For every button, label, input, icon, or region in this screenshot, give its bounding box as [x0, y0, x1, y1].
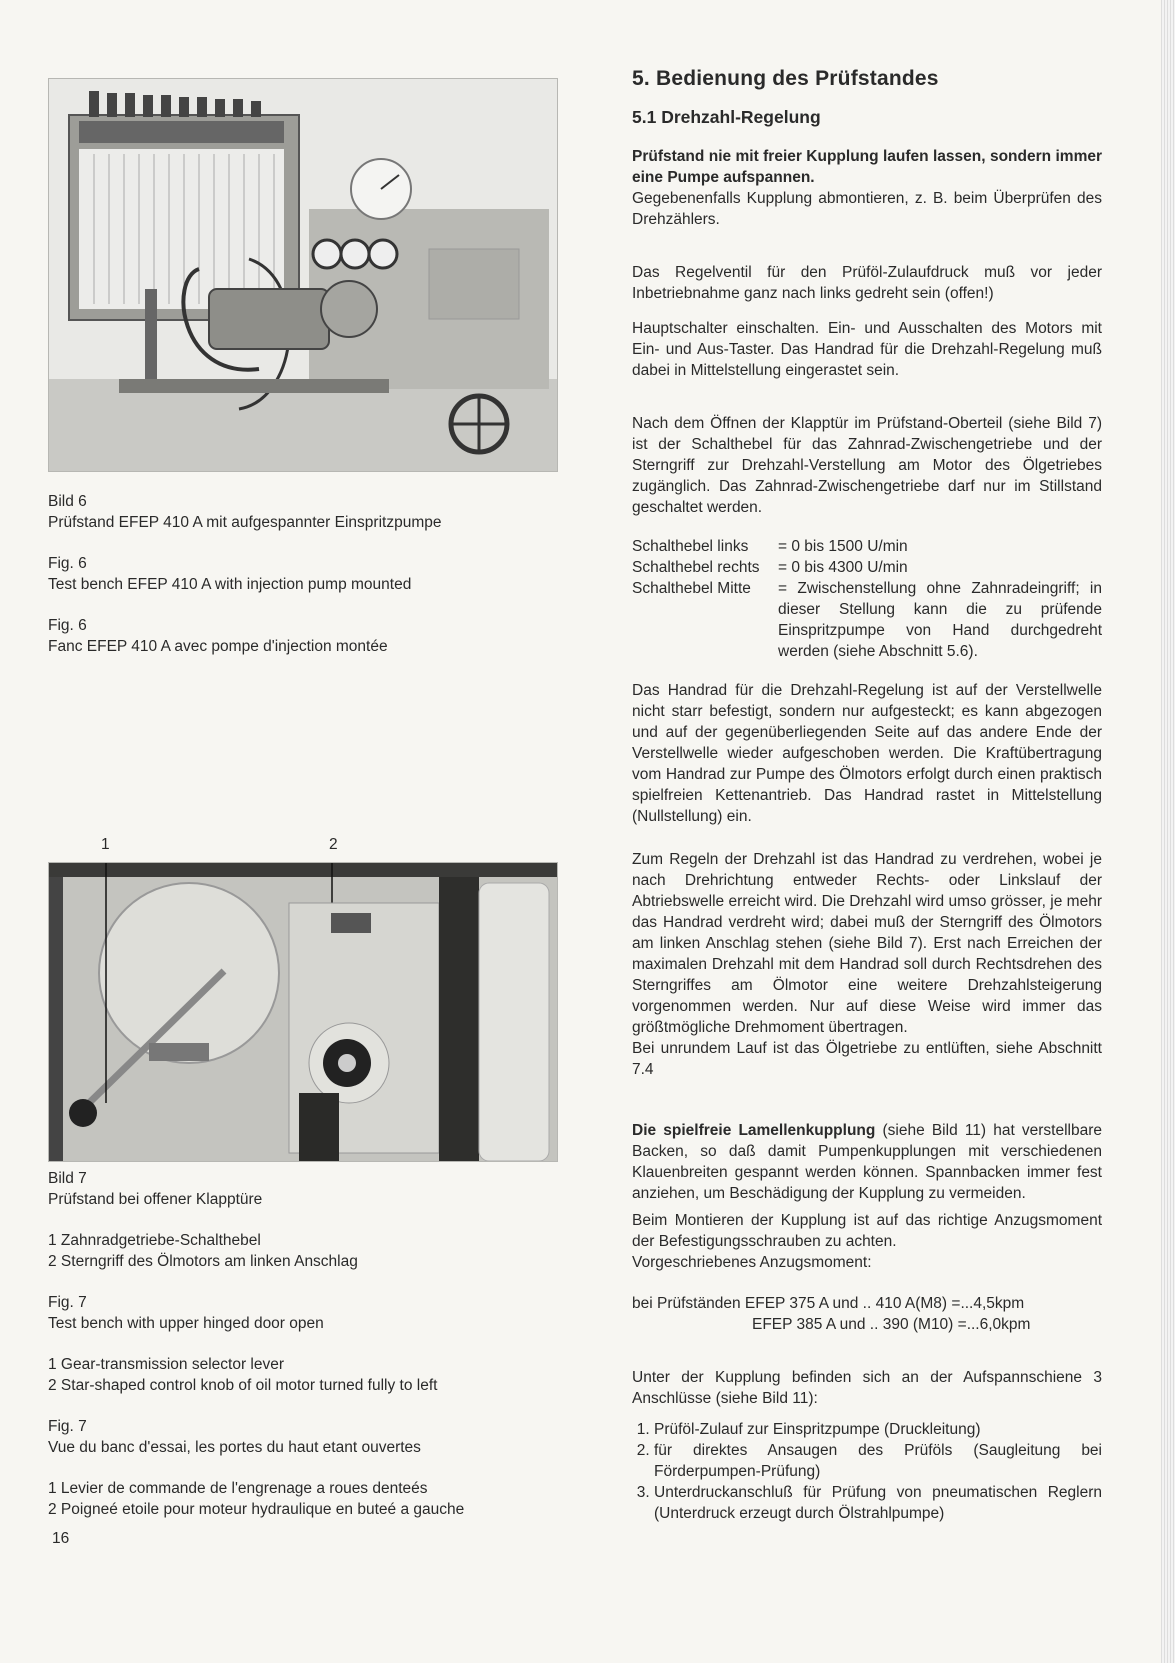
- figure7-caption-en-label: Fig. 7: [48, 1294, 87, 1311]
- section-5-column: [632, 68, 1102, 1524]
- figure7-caption-de-item-1: 1 Zahnradgetriebe-Schalthebel: [48, 1232, 261, 1249]
- scan-edge: [1161, 0, 1175, 1663]
- figure7-callout-1: 1: [101, 836, 110, 853]
- figure7-caption-fr-text: Vue du banc d'essai, les portes du haut etant ouvertes: [48, 1439, 421, 1456]
- regeln-paragraph: Zum Regeln der Drehzahl ist das Handrad zu verdrehen, wobei je nach Drehrichtung entweder Rechts- oder Linkslauf der Abtriebswelle erreicht wird. Die Drehzahl wird umso grösser, je mehr das Handrad verdreht wird; dabei muß der Sterngriff des Ölmotors am linken Anschlag stehen (siehe Bild 7). Erst nach Erreichen der maximalen Drehzahl mit dem Handrad soll durch Rechtsdrehen des Sterngriffes am Ölmotor eine weitere Drehzahlsteigerung vorgenommen werden. Nur auf diese Weise wird immer das größtmögliche Drehmoment übertragen.: [632, 851, 1102, 1036]
- warning-text: Gegebenenfalls Kupplung abmontieren, z. B. beim Überprüfen des Drehzählers.: [632, 190, 1102, 228]
- spec-key: Schalthebel links: [632, 538, 749, 555]
- spec-row: [632, 578, 1102, 662]
- figure7-photo: [48, 862, 558, 1162]
- kupplung-paragraph: [632, 1120, 1102, 1204]
- anschluesse-list: [632, 1419, 1102, 1524]
- figure6-caption-de-text: Prüfstand EFEP 410 A mit aufgespannter Einspritzpumpe: [48, 514, 442, 531]
- figure6-captions: [48, 491, 568, 657]
- kupplung-text: (siehe Bild 11) hat verstellbare Backen, so daß damit Pumpenkupplungen mit verschiedenen Klauenbreiten gespannt werden können. Spannbacken immer fest anziehen, um Beschädigung der Kupplung zu vermeiden.: [632, 1122, 1102, 1202]
- figure7-caption-en-item-1: 1 Gear-transmission selector lever: [48, 1356, 285, 1373]
- figure7-caption-fr-item-1: 1 Levier de commande de l'engrenage a roues denteés: [48, 1480, 428, 1497]
- list-item: 3. Unterdruckanschluß für Prüfung von pneumatischen Reglern (Unterdruck erzeugt durch Ölstrahlpumpe): [654, 1482, 1102, 1524]
- torque-line-1: bei Prüfständen EFEP 375 A und .. 410 A(M8) =...4,5kpm: [632, 1295, 1025, 1312]
- list-item: 2. für direktes Ansaugen des Prüföls (Saugleitung bei Förderpumpen-Prüfung): [654, 1440, 1102, 1482]
- list-item: 1. Prüföl-Zulauf zur Einspritzpumpe (Druckleitung): [654, 1419, 1102, 1440]
- hauptschalter-paragraph: Hauptschalter einschalten. Ein- und Ausschalten des Motors mit Ein- und Aus-Taster. Das Handrad für die Drehzahl-Regelung muß dabei in Mittelstellung eingerastet sein.: [632, 320, 1102, 379]
- torque-line-2: EFEP 385 A und .. 390 (M10) =...6,0kpm: [752, 1316, 1031, 1333]
- figure7-caption-de-text: Prüfstand bei offener Klapptüre: [48, 1191, 263, 1208]
- handrad-paragraph: Das Handrad für die Drehzahl-Regelung ist auf der Verstellwelle nicht starr befestigt, sondern nur aufgesteckt; es kann abgezogen und auf der gegenüberliegenden Seite auf das andere Ende der Verstellwelle wieder aufgeschoben werden. Die Kraftübertragung vom Handrad zur Pumpe des Ölmotors erfolgt durch einen praktisch spielfreien Kettenantrieb. Das Handrad rastet in Mittelstellung (Nullstellung) ein.: [632, 682, 1102, 825]
- spec-key: Schalthebel rechts: [632, 559, 760, 576]
- spec-value: = Zwischenstellung ohne Zahnradeingriff; in dieser Stellung kann die zu prüfende Einspritzpumpe von Hand durchgedreht werden (siehe Abschnitt 5.6).: [778, 580, 1102, 660]
- regelventil-paragraph: Das Regelventil für den Prüföl-Zulaufdruck muß vor jeder Inbetriebnahme ganz nach links gedreht sein (offen!): [632, 264, 1102, 302]
- figure7-captions: [48, 1168, 568, 1520]
- page-number: 16: [52, 1530, 70, 1547]
- figure6-caption-fr-text: Fanc EFEP 410 A avec pompe d'injection montée: [48, 638, 388, 655]
- anschluesse-paragraph: Unter der Kupplung befinden sich an der Aufspannschiene 3 Anschlüsse (siehe Bild 11):: [632, 1369, 1102, 1407]
- figure7-caption-en-text: Test bench with upper hinged door open: [48, 1315, 324, 1332]
- klapptuer-paragraph: Nach dem Öffnen der Klapptür im Prüfstand-Oberteil (siehe Bild 7) ist der Schalthebel für das Zahnrad-Zwischengetriebe und der Sterngriff zur Drehzahl-Verstellung am Motor des Ölgetriebes zugänglich. Das Zahnrad-Zwischengetriebe darf nur im Stillstand geschaltet werden.: [632, 415, 1102, 516]
- anzugsmoment-label: Vorgeschriebenes Anzugsmoment:: [632, 1254, 872, 1271]
- figure7-callout-2: 2: [329, 836, 338, 853]
- subsection-heading: 5.1 Drehzahl-Regelung: [632, 107, 821, 127]
- figure6-caption-en-label: Fig. 6: [48, 555, 87, 572]
- figure7-caption-en-item-2: 2 Star-shaped control knob of oil motor turned fully to left: [48, 1377, 438, 1394]
- spec-value: = 0 bis 1500 U/min: [778, 538, 908, 555]
- spec-key: Schalthebel Mitte: [632, 580, 751, 597]
- section-heading: 5. Bedienung des Prüfstandes: [632, 67, 939, 90]
- test-bench-illustration: [49, 79, 557, 471]
- figure7-caption-fr-item-2: 2 Poigneé etoile pour moteur hydraulique en buteé a gauche: [48, 1501, 465, 1518]
- figure6-photo: [48, 78, 558, 472]
- spec-row: [632, 536, 1102, 557]
- figure6-caption-de-label: Bild 6: [48, 493, 87, 510]
- spec-value: = 0 bis 4300 U/min: [778, 559, 908, 576]
- open-door-illustration: [49, 863, 557, 1161]
- figure7-caption-de-label: Bild 7: [48, 1170, 87, 1187]
- kupplung-bold: Die spielfreie Lamellenkupplung: [632, 1122, 876, 1139]
- unrund-paragraph: Bei unrundem Lauf ist das Ölgetriebe zu entlüften, siehe Abschnitt 7.4: [632, 1040, 1102, 1078]
- warning-bold: Prüfstand nie mit freier Kupplung laufen lassen, sondern immer eine Pumpe aufspannen.: [632, 148, 1102, 186]
- schalthebel-spec: [632, 536, 1102, 662]
- montieren-paragraph: Beim Montieren der Kupplung ist auf das richtige Anzugsmoment der Befestigungsschrauben zu achten.: [632, 1212, 1102, 1250]
- figure7-caption-fr-label: Fig. 7: [48, 1418, 87, 1435]
- figure7-caption-de-item-2: 2 Sterngriff des Ölmotors am linken Anschlag: [48, 1253, 358, 1270]
- spec-row: [632, 557, 1102, 578]
- figure6-caption-fr-label: Fig. 6: [48, 617, 87, 634]
- figure6-caption-en-text: Test bench EFEP 410 A with injection pump mounted: [48, 576, 412, 593]
